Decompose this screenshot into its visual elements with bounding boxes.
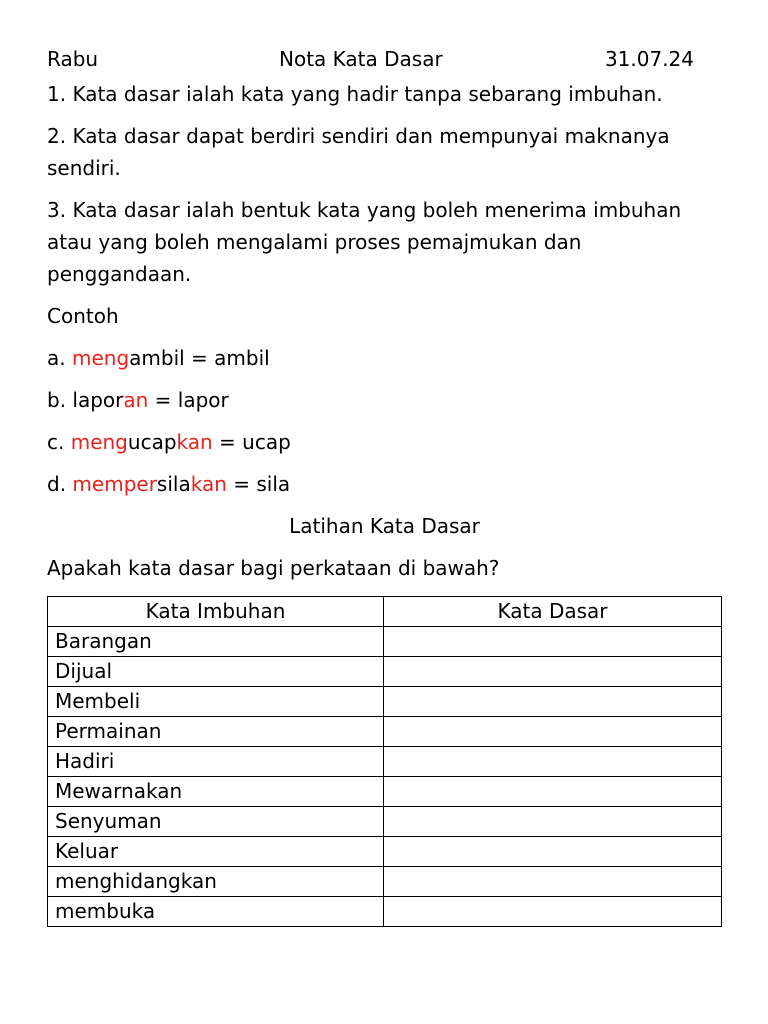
example-b	[47, 384, 722, 416]
cell-kata-dasar[interactable]	[384, 777, 722, 807]
affix-suffix: kan	[190, 472, 227, 496]
root-word: lapor	[72, 388, 124, 412]
cell-kata-imbuhan: Barangan	[48, 627, 384, 657]
example-prefix: c.	[47, 430, 71, 454]
cell-kata-imbuhan: membuka	[48, 897, 384, 927]
header-date: 31.07.24	[604, 47, 694, 71]
root-word: ucap	[127, 430, 177, 454]
cell-kata-dasar[interactable]	[384, 627, 722, 657]
table-row	[48, 777, 722, 807]
cell-kata-imbuhan: Membeli	[48, 687, 384, 717]
exercise-table	[47, 596, 722, 927]
table-header-row	[48, 597, 722, 627]
cell-kata-imbuhan: Hadiri	[48, 747, 384, 777]
affix-prefix: meng	[71, 346, 130, 370]
example-d	[47, 468, 722, 500]
example-result: = lapor	[148, 388, 229, 412]
header-day: Rabu	[47, 47, 99, 71]
column-header-kata-imbuhan: Kata Imbuhan	[48, 597, 384, 627]
cell-kata-dasar[interactable]	[384, 897, 722, 927]
root-word: sila	[156, 472, 191, 496]
cell-kata-imbuhan: Permainan	[48, 717, 384, 747]
affix-prefix: meng	[70, 430, 128, 454]
note-2: 2. Kata dasar dapat berdiri sendiri dan mempunyai maknanya sendiri.	[47, 124, 670, 180]
column-header-kata-dasar: Kata Dasar	[384, 597, 722, 627]
cell-kata-imbuhan: menghidangkan	[48, 867, 384, 897]
example-result: = ambil	[184, 346, 270, 370]
example-a	[47, 342, 722, 374]
note-1: 1. Kata dasar ialah kata yang hadir tanpa sebarang imbuhan.	[47, 82, 663, 106]
cell-kata-dasar[interactable]	[384, 867, 722, 897]
table-row	[48, 687, 722, 717]
examples-heading: Contoh	[47, 304, 119, 328]
cell-kata-imbuhan: Senyuman	[48, 807, 384, 837]
table-row	[48, 807, 722, 837]
header	[47, 40, 722, 78]
cell-kata-dasar[interactable]	[384, 807, 722, 837]
table-row	[48, 627, 722, 657]
table-row	[48, 867, 722, 897]
cell-kata-dasar[interactable]	[384, 837, 722, 867]
cell-kata-imbuhan: Keluar	[48, 837, 384, 867]
root-word: ambil	[129, 346, 185, 370]
cell-kata-dasar[interactable]	[384, 687, 722, 717]
affix-suffix: kan	[176, 430, 213, 454]
page-title: Nota Kata Dasar	[279, 47, 443, 71]
cell-kata-dasar[interactable]	[384, 717, 722, 747]
affix-suffix: an	[123, 388, 149, 412]
affix-prefix: memper	[72, 472, 157, 496]
cell-kata-imbuhan: Mewarnakan	[48, 777, 384, 807]
note-3: 3. Kata dasar ialah bentuk kata yang boleh menerima imbuhan atau yang boleh mengalami proses pemajmukan dan penggandaan.	[47, 198, 682, 286]
example-prefix: a.	[47, 346, 72, 370]
table-row	[48, 717, 722, 747]
table-row	[48, 897, 722, 927]
table-row	[48, 837, 722, 867]
exercise-title: Latihan Kata Dasar	[289, 514, 480, 538]
cell-kata-imbuhan: Dijual	[48, 657, 384, 687]
example-prefix: d.	[47, 472, 73, 496]
cell-kata-dasar[interactable]	[384, 747, 722, 777]
example-result: = ucap	[212, 430, 291, 454]
example-c	[47, 426, 722, 458]
table-row	[48, 747, 722, 777]
cell-kata-dasar[interactable]	[384, 657, 722, 687]
document-page	[47, 40, 722, 927]
table-row	[48, 657, 722, 687]
exercise-question: Apakah kata dasar bagi perkataan di bawah?	[47, 556, 500, 580]
example-result: = sila	[226, 472, 291, 496]
example-prefix: b.	[47, 388, 73, 412]
